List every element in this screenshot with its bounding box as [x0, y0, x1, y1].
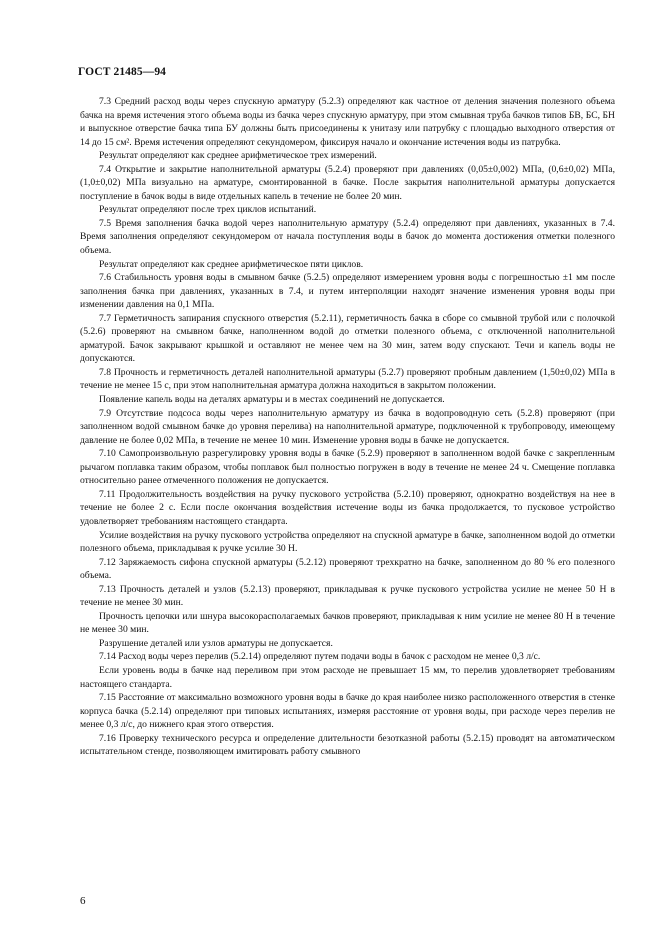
- paragraph: 7.14 Расход воды через перелив (5.2.14) определяют путем подачи воды в бачок с расходом не менее 0,3 л/с.: [99, 651, 541, 663]
- paragraph: 7.11 Продолжительность воздействия на ручку пускового устройства (5.2.10) проверяют, однократно воздействуя на нее в течение не более 2 с. Если после окончания воздействия истечение воды из бачка продолжается, то пусковое устройство удовлетворяет требованиям настоящего стандарта.: [80, 488, 615, 527]
- paragraph: 7.9 Отсутствие подсоса воды через наполнительную арматуру из бачка в водопроводную сеть (5.2.8) проверяют (при заполненном водой смывном бачке до уровня перелива) на наполнительной арматуре, подключенной к трубопроводу, имеющему давление не более 0,02 МПа, в течение не менее 10 мин. Изменение уровня воды в бачке не допускается.: [80, 407, 615, 446]
- paragraph: 7.4 Открытие и закрытие наполнительной арматуры (5.2.4) проверяют при давлениях (0,05±0,002) МПа, (0,6±0,02) МПа, (1,0±0,02) МПа визуально на арматуре, смонтированной в бачке. После закрытия наполнительной арматуры допускается поступление в бачок воды в виде отдельных капель в течение не более 20 мин.: [80, 163, 615, 202]
- paragraph: 7.15 Расстояние от максимально возможного уровня воды в бачке до края наиболее низко расположенного отверстия в стенке корпуса бачка (5.2.14) определяют при типовых испытаниях, измеряя расстояние от уровня воды, при расходе через перелив не менее 0,3 л/с, до нижнего края этого отверстия.: [80, 692, 615, 731]
- paragraph: 7.16 Проверку технического ресурса и определение длительности безотказной работы (5.2.15) проводят на автоматическом испытательном стенде, позволяющем имитировать работу смывного: [80, 732, 615, 758]
- paragraph: Результат определяют как среднее арифметическое пяти циклов.: [99, 258, 364, 270]
- paragraph: Разрушение деталей или узлов арматуры не допускается.: [99, 637, 333, 649]
- paragraph: 7.8 Прочность и герметичность деталей наполнительной арматуры (5.2.7) проверяют пробным давлением (1,50±0,02) МПа в течение не менее 15 с, при этом наполнительная арматура должна находиться в закрытом положении.: [80, 366, 615, 392]
- page-number: 6: [80, 895, 86, 907]
- paragraph: Результат определяют после трех циклов испытаний.: [99, 204, 317, 216]
- paragraph: 7.7 Герметичность запирания спускного отверстия (5.2.11), герметичность бачка в сборе со смывной трубой или с полочкой (5.2.6) проверяют на смывном бачке, наполненном водой до отметки полезного объема, с отключенной наполнительной арматурой. Бачок закрывают крышкой и оставляют не менее чем на 30 мин, затем воду спускают. Течи и капель воды не допускаются.: [80, 312, 615, 365]
- paragraph: 7.12 Заряжаемость сифона спускной арматуры (5.2.12) проверяют трехкратно на бачке, заполненном до 80 % его полезного объема.: [80, 556, 615, 582]
- paragraph: Прочность цепочки или шнура высокорасполагаемых бачков проверяют, прикладывая к ним усилие не менее 80 Н в течение не менее 30 мин.: [80, 610, 615, 636]
- page-header: ГОСТ 21485—94: [78, 66, 167, 78]
- paragraph: Усилие воздействия на ручку пускового устройства определяют на спускной арматуре в бачке, заполненном водой до отметки полезного объема, прикладывая к ручке усилие 30 Н.: [80, 529, 615, 555]
- paragraph: 7.10 Самопроизвольную разрегулировку уровня воды в бачке (5.2.9) проверяют в заполненном водой бачке с закрепленным рычагом поплавка таким образом, чтобы поплавок был полностью погружен в воду в течение не менее 24 ч. Смещение поплавка относительно ранее отмеченного положения не допускается.: [80, 448, 615, 487]
- document-body: [80, 95, 615, 759]
- paragraph: Появление капель воды на деталях арматуры и в местах соединений не допускается.: [99, 394, 445, 406]
- paragraph: Если уровень воды в бачке над переливом при этом расходе не превышает 15 мм, то перелив удовлетворяет требованиям настоящего стандарта.: [80, 664, 615, 690]
- paragraph: 7.6 Стабильность уровня воды в смывном бачке (5.2.5) определяют измерением уровня воды с погрешностью ±1 мм после заполнения бачка при давлениях, указанных в 7.4, и путем интерполяции находят значение изменения уровня воды при изменении давления на 0,1 МПа.: [80, 272, 615, 311]
- paragraph: 7.13 Прочность деталей и узлов (5.2.13) проверяют, прикладывая к ручке пускового устройства усилие не менее 50 Н в течение не менее 30 мин.: [80, 583, 615, 609]
- paragraph: 7.3 Средний расход воды через спускную арматуру (5.2.3) определяют как частное от деления значения полезного объема бачка на время истечения этого объема воды из бачка через спускную арматуру, при этом смывная труба бачков типов БВ, БС, БН и выпускное отверстие бачка типа БУ должны быть присоединены к унитазу или патрубку с площадью выходного отверстия от 14 до 15 см². Время истечения определяют секундомером, фиксируя начало и окончание истечения воды из патрубка.: [80, 96, 615, 148]
- paragraph: Результат определяют как среднее арифметическое трех измерений.: [99, 150, 377, 162]
- paragraph: 7.5 Время заполнения бачка водой через наполнительную арматуру (5.2.4) определяют при давлениях, указанных в 7.4. Время заполнения определяют секундомером от начала поступления воды в бачок до момента достижения отметки полезного объема.: [80, 217, 615, 257]
